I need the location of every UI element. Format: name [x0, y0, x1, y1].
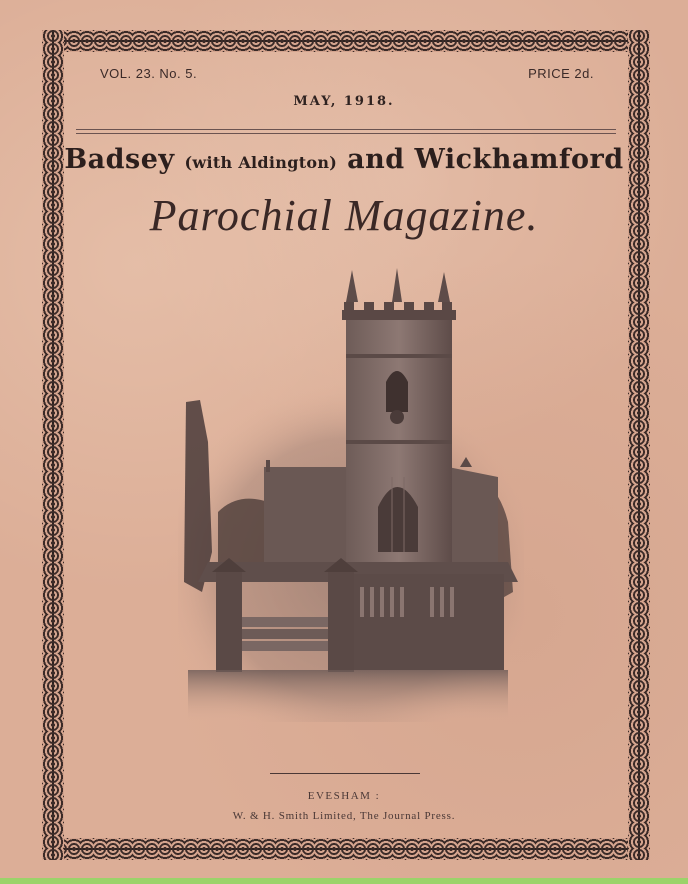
church-photograph [178, 262, 524, 722]
title-badsey: Badsey [64, 144, 175, 175]
printer-name: W. & H. Smith Limited, The Journal Press. [232, 810, 456, 822]
issue-date: MAY, 1918. [293, 94, 395, 109]
publisher-location: EVESHAM : [307, 790, 381, 802]
header-rule [76, 129, 616, 130]
magazine-subtitle: Parochial Magazine. [149, 191, 539, 240]
header-rule-double [76, 133, 616, 134]
title-aldington: (with Aldington) [184, 153, 338, 172]
title-wickhamford: and Wickhamford [347, 144, 624, 175]
price-label: PRICE 2d. [528, 66, 594, 81]
border-top [42, 30, 650, 52]
magazine-title [0, 144, 688, 175]
volume-number: VOL. 23. No. 5. [100, 66, 198, 81]
border-bottom [42, 838, 650, 860]
footer-rule [270, 773, 420, 774]
